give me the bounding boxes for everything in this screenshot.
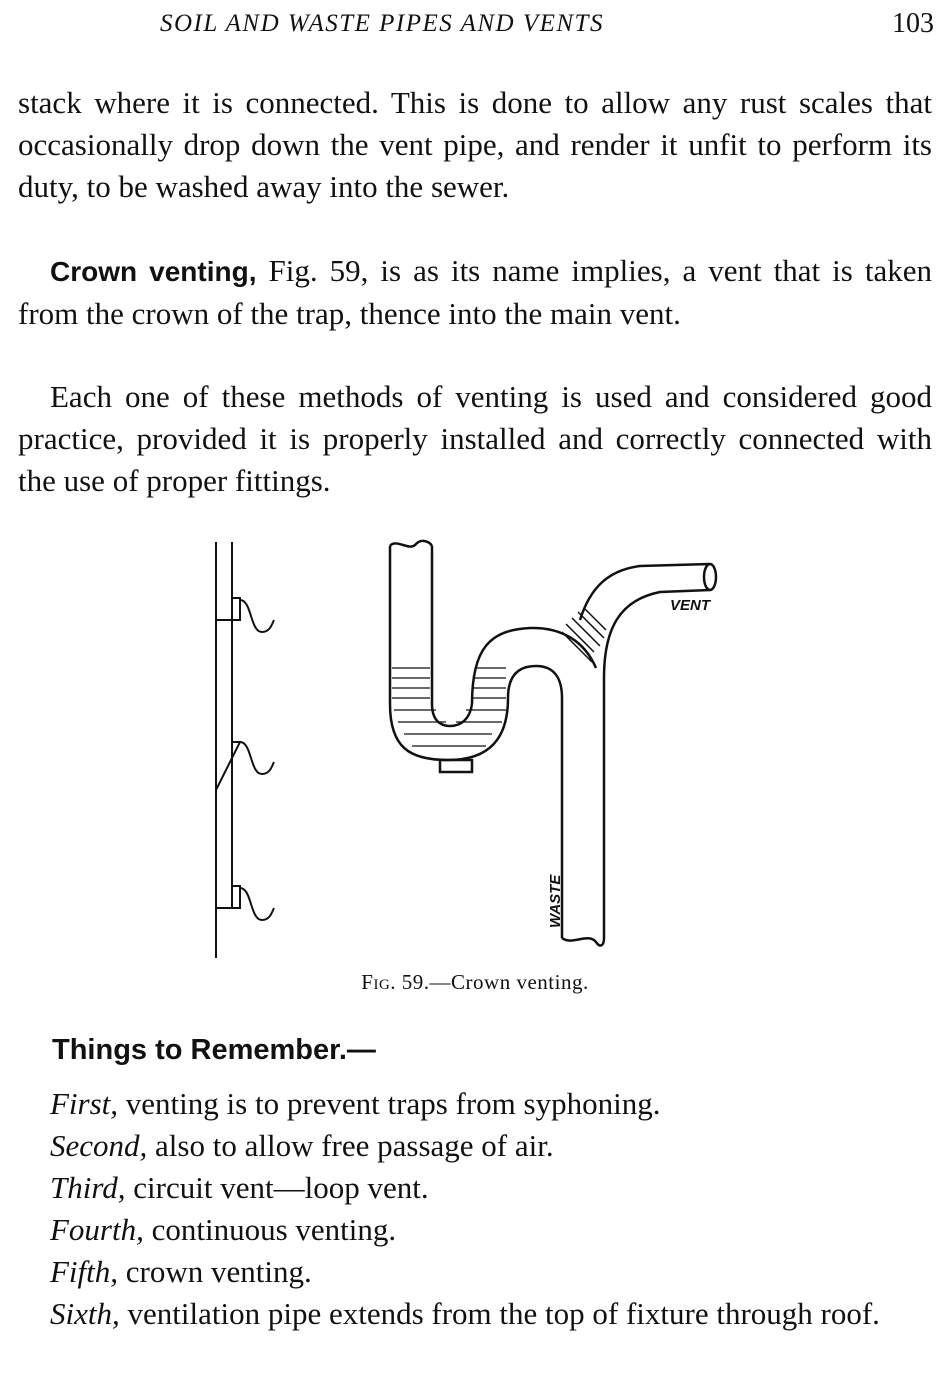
list-item xyxy=(18,1083,932,1125)
figure-caption xyxy=(0,970,950,995)
trap-bend-outer xyxy=(390,698,508,760)
remember-list xyxy=(18,1083,932,1335)
stack-schematic xyxy=(216,542,274,958)
trap-bend-inner xyxy=(432,704,472,726)
fixture-1-connection xyxy=(216,598,240,620)
list-text: crown venting. xyxy=(118,1254,312,1289)
waste-pipe-end xyxy=(562,938,604,945)
page-number: 103 xyxy=(892,8,934,39)
list-item xyxy=(18,1125,932,1167)
fixture-1-trap xyxy=(240,600,274,632)
cleanout-plug xyxy=(440,760,472,772)
list-text: also to allow free passage of air. xyxy=(147,1128,554,1163)
crown-venting-diagram xyxy=(200,528,760,968)
list-text: ventilation pipe extends from the top of fixture through roof. xyxy=(119,1296,880,1331)
list-ordinal: Fourth, xyxy=(50,1212,144,1247)
list-text: continuous venting. xyxy=(143,1212,397,1247)
paragraph-3: Each one of these methods of venting is used and considered good practice, provided it is properly installed and correctly connected with the use of proper fittings. xyxy=(18,379,932,498)
crown-venting-term: Crown venting, xyxy=(50,256,257,287)
paragraph-2-text: Fig. 59, is as its name implies, a vent that is taken from the crown of the trap, thence into the main vent. xyxy=(18,253,932,331)
list-ordinal: First, xyxy=(50,1086,119,1121)
caption-text: —Crown venting. xyxy=(429,970,589,994)
fixture-3-connection xyxy=(216,886,240,908)
list-item xyxy=(18,1209,932,1251)
fixture-2-connection xyxy=(216,742,240,790)
figure-59 xyxy=(200,528,760,968)
waste-label: WASTE xyxy=(547,874,564,928)
list-text: venting is to prevent traps from syphoning. xyxy=(118,1086,661,1121)
inlet-pipe-top xyxy=(390,541,432,547)
vent-pipe-end xyxy=(704,564,716,590)
list-item xyxy=(18,1251,932,1293)
list-ordinal: Third, xyxy=(50,1170,126,1205)
fixture-3-trap xyxy=(240,888,274,920)
list-ordinal: Fifth, xyxy=(50,1254,119,1289)
trap-water xyxy=(392,668,506,746)
crown-joint xyxy=(562,608,606,662)
things-to-remember-heading: Things to Remember.— xyxy=(52,1034,376,1066)
fixture-2-trap xyxy=(240,742,274,774)
vent-label: VENT xyxy=(670,597,711,614)
caption-fig-number: Fig. 59. xyxy=(361,970,430,994)
trap-crown-inner xyxy=(508,666,562,698)
list-item xyxy=(18,1167,932,1209)
paragraph-2 xyxy=(18,250,932,335)
list-ordinal: Sixth, xyxy=(50,1296,120,1331)
paragraph-1: stack where it is connected. This is done to allow any rust scales that occasionally drop down the vent pipe, and render it unfit to perform its duty, to be washed away into the sewer. xyxy=(18,85,932,204)
list-ordinal: Second, xyxy=(50,1128,148,1163)
list-item xyxy=(18,1293,932,1335)
running-head: SOIL AND WASTE PIPES AND VENTS xyxy=(160,10,604,37)
list-text: circuit vent—loop vent. xyxy=(125,1170,429,1205)
